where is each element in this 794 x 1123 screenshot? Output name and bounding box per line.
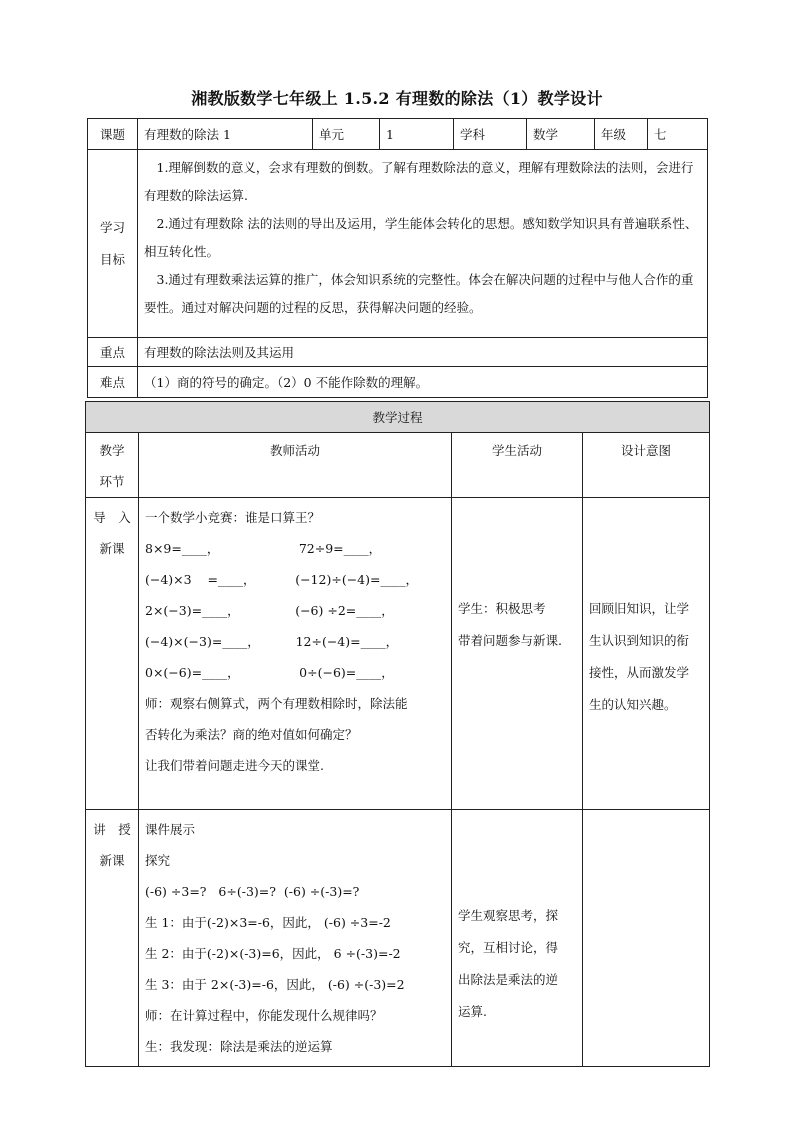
topic-value: 有理数的除法 1: [138, 119, 313, 150]
key-point-value: 有理数的除法法则及其运用: [138, 338, 708, 367]
key-point-label: 重点: [88, 338, 138, 367]
student-header: 学生活动: [452, 433, 583, 498]
objectives-content: [138, 150, 708, 338]
intro-design-intent: 回顾旧知识，让学 生认识到知识的衔 接性，从而激发学 生的认知兴趣。: [583, 498, 710, 810]
intro-teacher-activity: 一个数学小竞赛：谁是口算王？ 8×9=____， 72÷9=____， (−4)×3 =____， (−12)÷(−4)=____， 2×(−3)=____， (−6) ÷2=____， (−4)×(−3)=____， 12÷(−4)=____， 0×(−6)=____， 0÷(−6)=____， 师：观察右侧算式，两个有理数相除时，除法能 否转化为乘法？商的绝对值如何确定？ 让我们带着问题走进今天的课堂.: [139, 498, 452, 810]
subject-value: 数学: [527, 119, 595, 150]
info-table: [87, 118, 708, 398]
process-table: [85, 401, 710, 1067]
teacher-header: 教师活动: [139, 433, 452, 498]
objectives-label: 学习 目标: [88, 150, 138, 338]
intent-header: 设计意图: [583, 433, 710, 498]
unit-label: 单元: [313, 119, 380, 150]
intro-student-activity: 学生：积极思考 带着问题参与新课.: [452, 498, 583, 810]
lecture-stage: 讲 授 新课: [86, 810, 139, 1067]
topic-label: 课题: [88, 119, 138, 150]
difficulty-value: （1）商的符号的确定。（2）0 不能作除数的理解。: [138, 367, 708, 398]
subject-label: 学科: [454, 119, 527, 150]
objective-item: 1.理解倒数的意义，会求有理数的倒数。了解有理数除法的意义，理解有理数除法的法则，会进行有理数的除法运算.: [144, 160, 694, 203]
lecture-teacher-activity: 课件展示 探究 (-6) ÷3=? 6÷(-3)=? (-6) ÷(-3)=? 生 1：由于(-2)×3=-6，因此， (-6) ÷3=-2 生 2：由于(-2)×(-3)=6，因此， 6 ÷(-3)=-2 生 3：由于 2×(-3)=-6，因此， (-6) ÷(-3)=2 师：在计算过程中，你能发现什么规律吗？ 生：我发现：除法是乘法的逆运算: [139, 810, 452, 1067]
process-band: 教学过程: [86, 402, 710, 433]
grade-value: 七: [648, 119, 708, 150]
difficulty-label: 难点: [88, 367, 138, 398]
unit-value: 1: [380, 119, 454, 150]
document-title: 湘教版数学七年级上 1.5.2 有理数的除法（1）教学设计: [191, 89, 603, 108]
objective-item: 3.通过有理数乘法运算的推广，体会知识系统的完整性。体会在解决问题的过程中与他人合作的重要性。通过对解决问题的过程的反思，获得解决问题的经验。: [144, 272, 694, 315]
lecture-student-activity: 学生观察思考，探 究，互相讨论，得 出除法是乘法的逆 运算.: [452, 810, 583, 1067]
intro-stage: 导 入 新课: [86, 498, 139, 810]
stage-header: 教学 环节: [86, 433, 139, 498]
grade-label: 年级: [595, 119, 648, 150]
objective-item: 2.通过有理数除 法的法则的导出及运用，学生能体会转化的思想。感知数学知识具有普遍联系性、相互转化性。: [144, 216, 698, 259]
lecture-design-intent: [583, 810, 710, 1067]
